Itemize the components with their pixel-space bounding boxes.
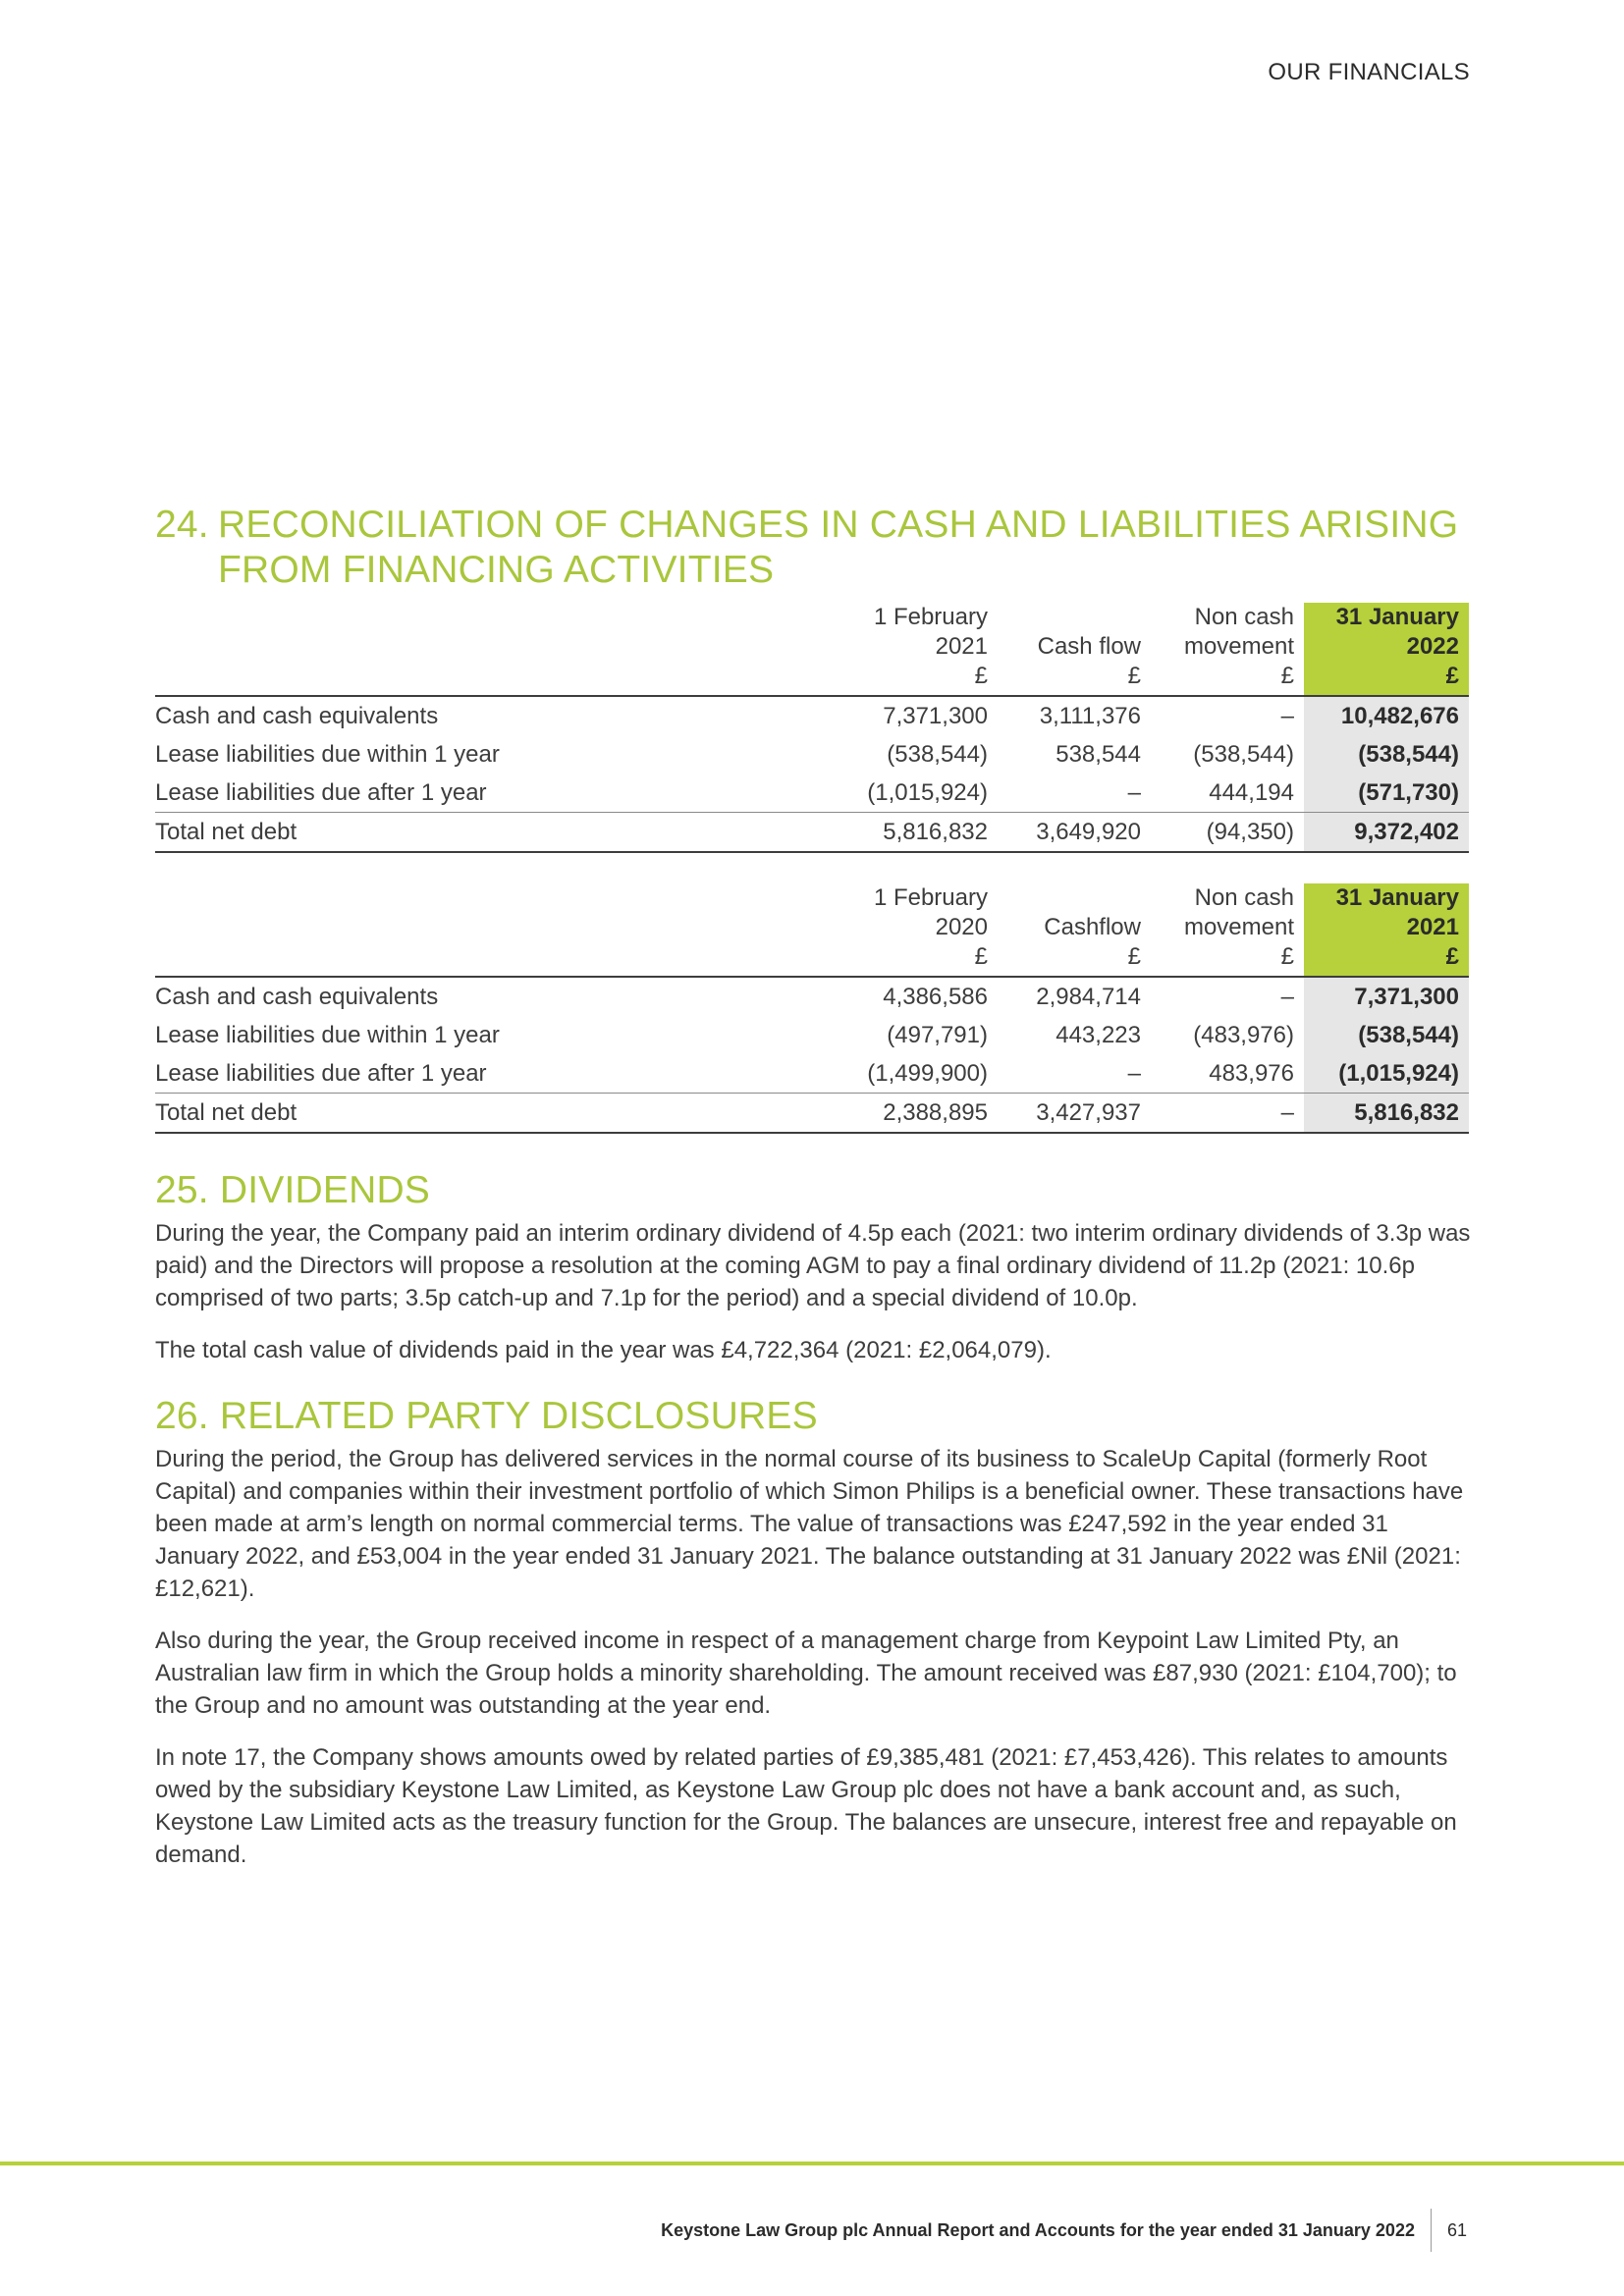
section-header: OUR FINANCIALS xyxy=(1268,59,1470,85)
footer-divider xyxy=(1431,2209,1432,2252)
note-25-section xyxy=(155,1168,1471,1386)
header-label-cell xyxy=(155,603,862,696)
note-26-paragraph-2: Also during the year, the Group received income in respect of a management charge from Keypoint Law Limited Pty, an Australian law firm in which the Group holds a minority shareholding. The amount received was £87,930 (2021: £104,700); to the Group and no amount was outstanding at the year end. xyxy=(155,1628,1457,1719)
page-footer xyxy=(661,2209,1467,2252)
reconciliation-table-2021 xyxy=(155,883,1469,1134)
note-25-title: 25. DIVIDENDS xyxy=(155,1169,431,1211)
table-row: Lease liabilities due within 1 year (497,791) 443,223 (483,976) (538,544) xyxy=(155,1016,1469,1054)
note-26-section xyxy=(155,1394,1471,1891)
header-col-closing: 31 January 2022 £ xyxy=(1304,603,1469,696)
footer-text: Keystone Law Group plc Annual Report and Accounts for the year ended 31 January 2022 xyxy=(661,2219,1415,2240)
note-25-paragraph-1: During the year, the Company paid an interim ordinary dividend of 4.5p each (2021: two interim ordinary dividends of 3.3p was paid) and the Directors will propose a resolution at the coming AGM to pay a final ordinary dividend of 11.2p (2021: 10.6p comprised of two parts; 3.5p catch-up and 7.1p for the period) and a special dividend of 10.0p. xyxy=(155,1220,1471,1311)
table-header-row xyxy=(155,883,1469,977)
table-row: Lease liabilities due within 1 year (538,544) 538,544 (538,544) (538,544) xyxy=(155,735,1469,774)
footer-rule xyxy=(0,2162,1624,2165)
note-26-title: 26. RELATED PARTY DISCLOSURES xyxy=(155,1395,818,1437)
note-25-paragraph-2: The total cash value of dividends paid in the year was £4,722,364 (2021: £2,064,079). xyxy=(155,1337,1052,1363)
table-row: Cash and cash equivalents 4,386,586 2,984,714 – 7,371,300 xyxy=(155,977,1469,1016)
total-row: Total net debt 5,816,832 3,649,920 (94,350) 9,372,402 xyxy=(155,813,1469,853)
note-26-paragraph-1: During the period, the Group has delivered services in the normal course of its business to ScaleUp Capital (formerly Root Capital) and companies within their investment portfolio of which Simon Philips is a beneficial owner. These transactions have been made at arm’s length on normal commercial terms. The value of transactions was £247,592 in the year ended 31 January 2022, and £53,004 in the year ended 31 January 2021. The balance outstanding at 31 January 2022 was £Nil (2021: £12,621). xyxy=(155,1446,1464,1602)
header-col-opening: 1 February 2021 £ xyxy=(873,604,988,689)
header-label-cell xyxy=(155,883,862,977)
table-row: Cash and cash equivalents 7,371,300 3,111,376 – 10,482,676 xyxy=(155,696,1469,735)
header-col-cashflow: Cash flow £ xyxy=(1037,633,1141,689)
header-col-noncash: Non cash movement £ xyxy=(1183,884,1294,970)
header-col-opening: 1 February 2020 £ xyxy=(873,884,988,970)
table-header-row xyxy=(155,603,1469,696)
table-row: Lease liabilities due after 1 year (1,499,900) – 483,976 (1,015,924) xyxy=(155,1054,1469,1094)
header-col-closing: 31 January 2021 £ xyxy=(1304,883,1469,977)
page-number: 61 xyxy=(1446,2219,1467,2240)
note-26-paragraph-3: In note 17, the Company shows amounts owed by related parties of £9,385,481 (2021: £7,453,426). This relates to amounts owed by the subsidiary Keystone Law Limited, as Keystone Law Group plc does not have a bank account and, as such, Keystone Law Limited acts as the treasury function for the Group. The balances are unsecure, interest free and repayable on demand. xyxy=(155,1744,1457,1868)
header-col-cashflow: Cashflow £ xyxy=(1044,914,1141,970)
total-row: Total net debt 2,388,895 3,427,937 – 5,816,832 xyxy=(155,1094,1469,1134)
reconciliation-table-2022 xyxy=(155,603,1469,853)
table-row: Lease liabilities due after 1 year (1,015,924) – 444,194 (571,730) xyxy=(155,774,1469,813)
header-col-noncash: Non cash movement £ xyxy=(1183,604,1294,689)
note-24-heading xyxy=(155,503,1471,593)
note-24-title: 24. RECONCILIATION OF CHANGES IN CASH AND LIABILITIES ARISING FROM FINANCING ACTIVITIES xyxy=(155,504,1459,591)
